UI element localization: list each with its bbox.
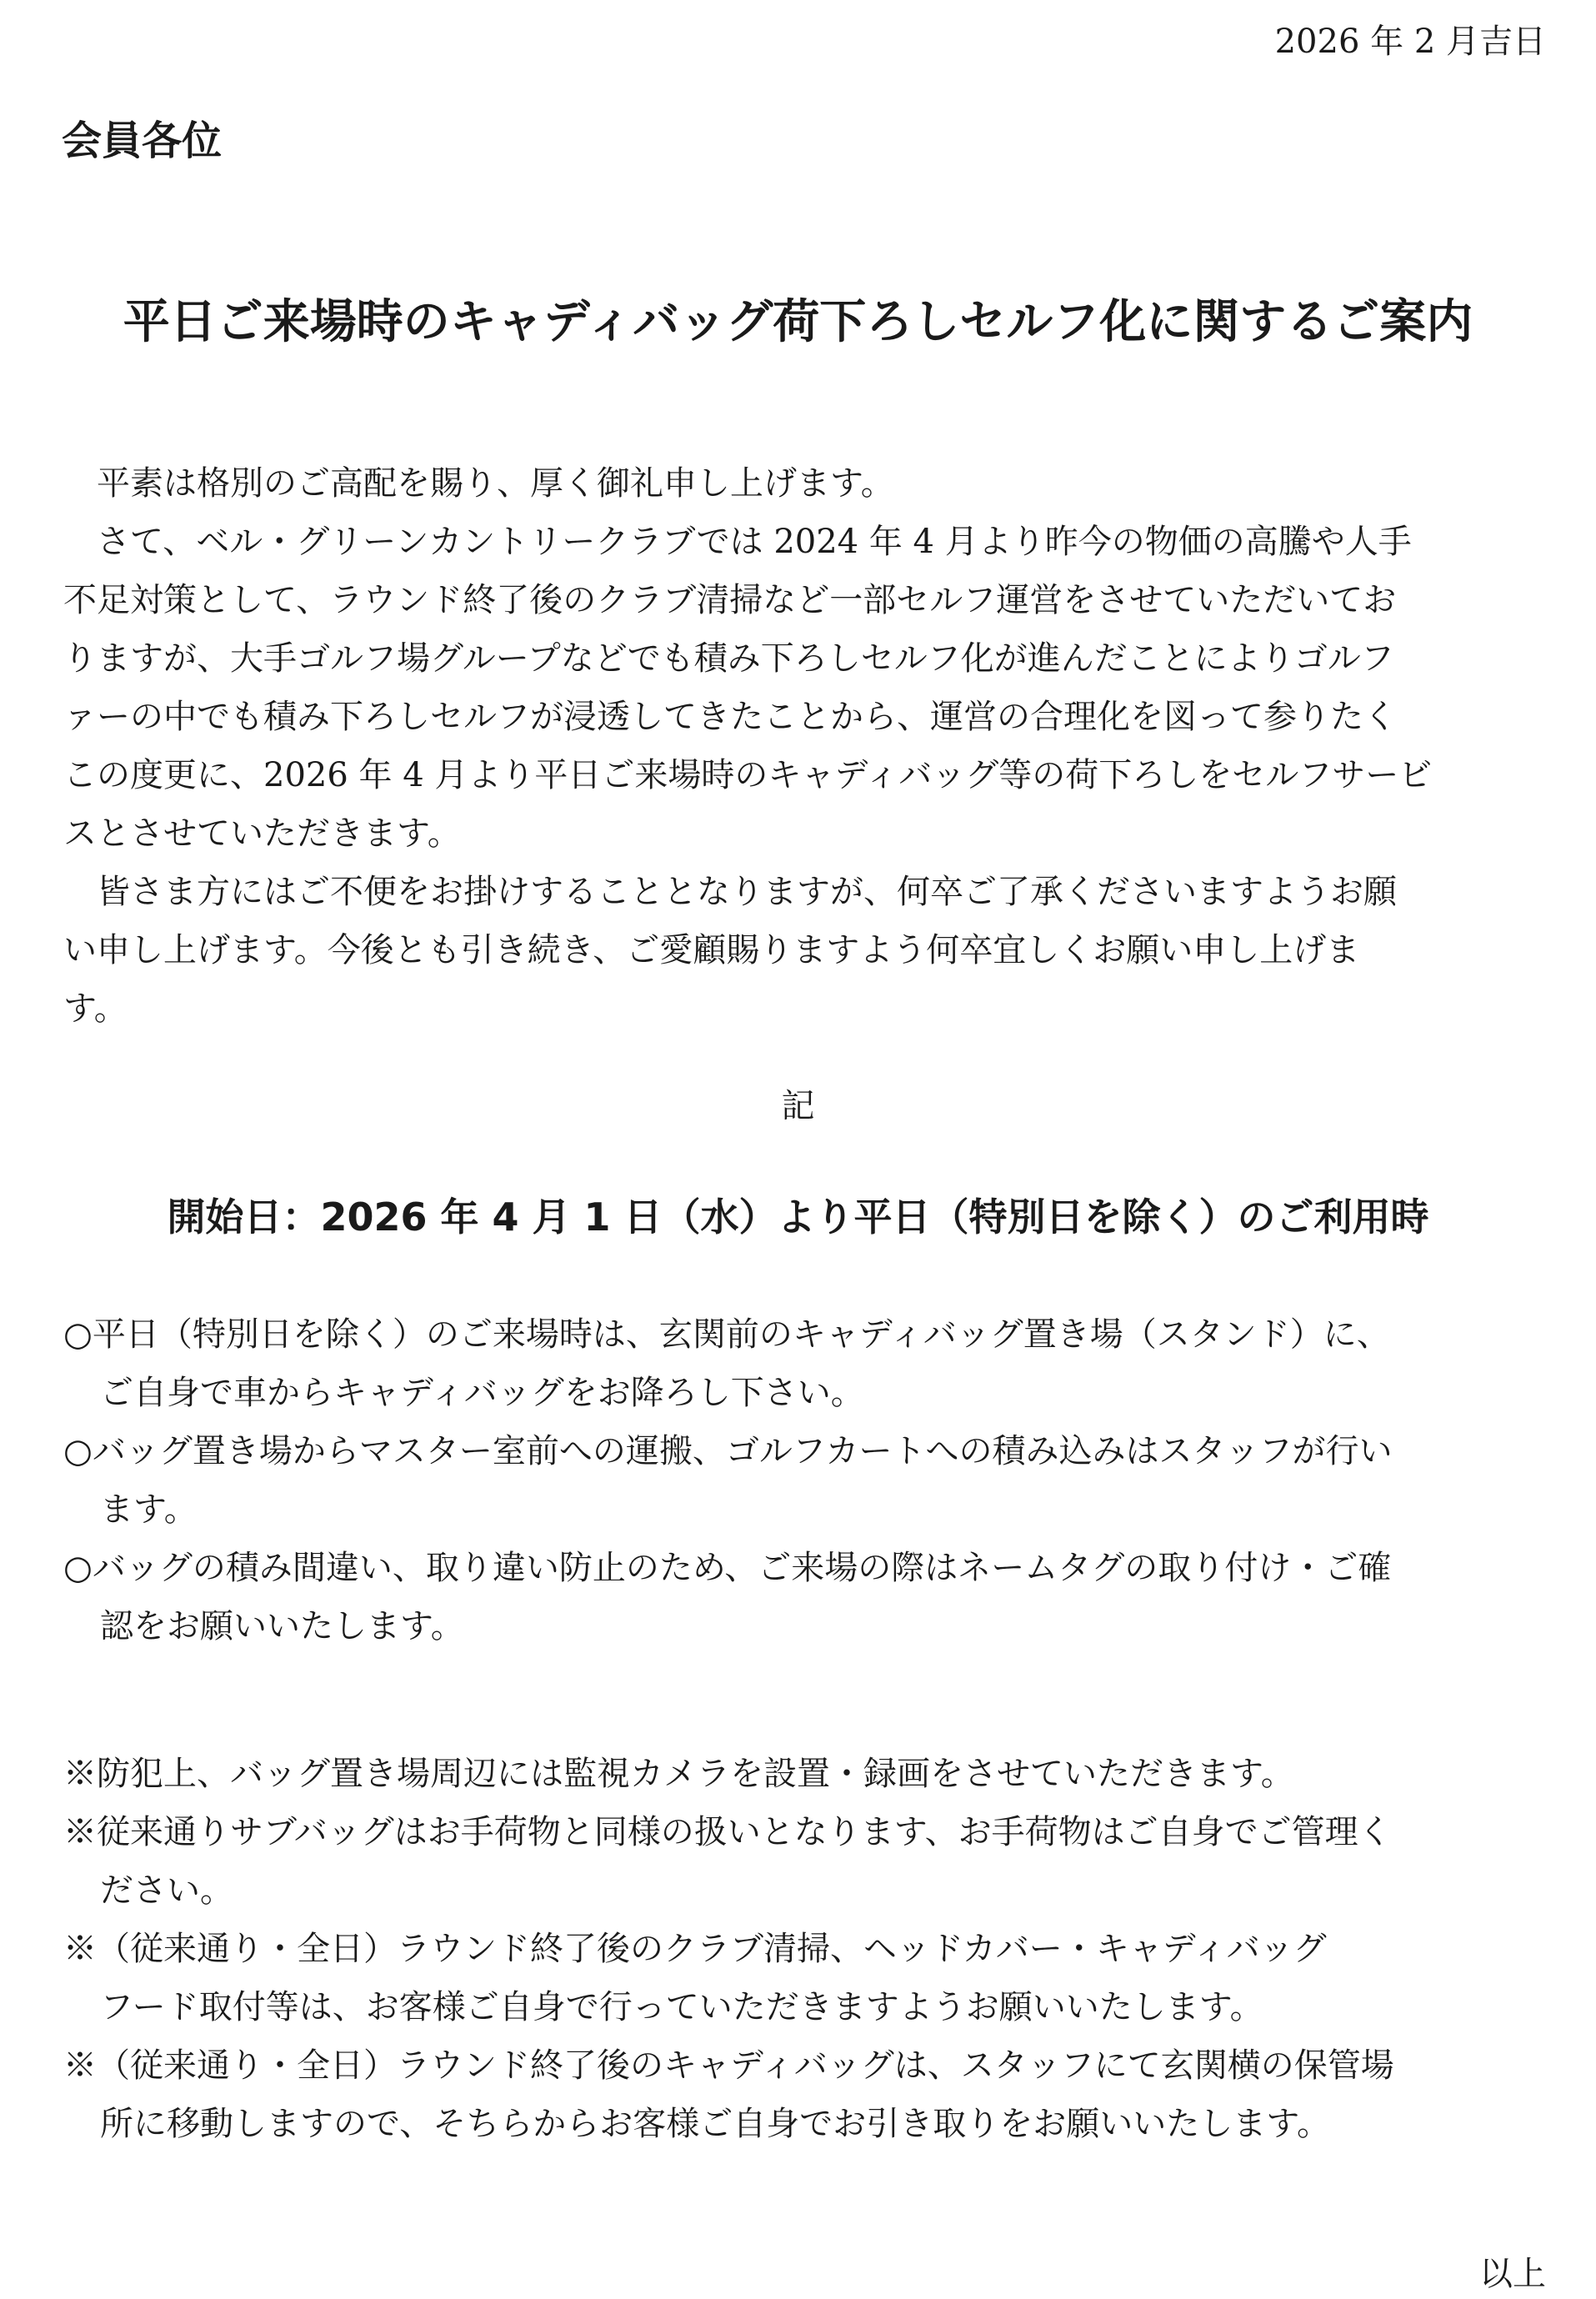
note-text: ※防犯上、バッグ置き場周辺には監視カメラを設置・録画をさせていただきます。 <box>63 1755 1294 1793</box>
body-line: す。 <box>63 989 128 1028</box>
list-item-continuation: ご自身で車からキャディバッグをお降ろし下さい。 <box>100 1374 864 1412</box>
note-continuation: フード取付等は、お客様ご自身で行っていただきますようお願いいたします。 <box>100 1988 1263 2026</box>
document-title: 平日ご来場時のキャディバッグ荷下ろしセルフ化に関するご案内 <box>123 295 1473 349</box>
body-line: この度更に、2026 年 4 月より平日ご来場時のキャディバッグ等の荷下ろしをセルフサービ <box>63 756 1433 794</box>
list-item <box>63 1305 1530 1422</box>
list-item-text: ○平日（特別日を除く）のご来場時は、玄関前のキャディバッグ置き場（スタンド）に、 <box>63 1315 1390 1354</box>
list-item-text: ○バッグの積み間違い、取り違い防止のため、ご来場の際はネームタグの取り付け・ご確 <box>63 1549 1392 1587</box>
note-item <box>63 1920 1530 2036</box>
note-item <box>63 1803 1530 1920</box>
closing-mark: 以上 <box>1479 2255 1546 2293</box>
body-text <box>63 454 1530 1038</box>
note-item <box>63 2036 1530 2153</box>
start-date-heading: 開始日：2026 年 4 月 1 日（水）より平日（特別日を除く）のご利用時 <box>167 1195 1429 1240</box>
issue-date: 2026 年 2 月吉日 <box>1274 23 1546 61</box>
body-line: い申し上げます。今後とも引き続き、ご愛顧賜りますよう何卒宜しくお願い申し上げま <box>63 931 1360 969</box>
body-line: ァーの中でも積み下ろしセルフが浸透してきたことから、運営の合理化を図って参りたく <box>63 698 1397 736</box>
body-line: さて、ベル・グリーンカントリークラブでは 2024 年 4 月より昨今の物価の高騰や人手 <box>63 523 1412 561</box>
note-continuation: ださい。 <box>100 1871 233 1910</box>
list-item-continuation: 認をお願いいたします。 <box>100 1607 464 1645</box>
item-list <box>63 1305 1530 1655</box>
body-line: 不足対策として、ラウンド終了後のクラブ清掃など一部セルフ運営をさせていただいてお <box>63 581 1397 619</box>
note-continuation: 所に移動しますので、そちらからお客様ご自身でお引き取りをお願いいたします。 <box>100 2105 1330 2143</box>
note-text: ※従来通りサブバッグはお手荷物と同様の扱いとなります、お手荷物はご自身でご管理く <box>63 1813 1392 1851</box>
list-item <box>63 1539 1530 1655</box>
ki-heading: 記 <box>781 1087 815 1125</box>
list-item-continuation: ます。 <box>100 1490 198 1529</box>
notes-list <box>63 1745 1530 2153</box>
list-item <box>63 1422 1530 1539</box>
body-line: りますが、大手ゴルフ場グループなどでも積み下ろしセルフ化が進んだことによりゴルフ <box>63 639 1394 678</box>
note-text: ※（従来通り・全日）ラウンド終了後のキャディバッグは、スタッフにて玄関横の保管場 <box>63 2046 1394 2085</box>
recipient: 会員各位 <box>62 118 223 164</box>
body-line: 皆さま方にはご不便をお掛けすることとなりますが、何卒ご了承くださいますようお願 <box>63 873 1397 911</box>
list-item-text: ○バッグ置き場からマスター室前への運搬、ゴルフカートへの積み込みはスタッフが行い <box>63 1432 1393 1470</box>
note-item <box>63 1745 1530 1803</box>
note-text: ※（従来通り・全日）ラウンド終了後のクラブ清掃、ヘッドカバー・キャディバッグ <box>63 1930 1327 1968</box>
body-line: 平素は格別のご高配を賜り、厚く御礼申し上げます。 <box>63 464 894 503</box>
body-line: スとさせていただきます。 <box>63 814 461 853</box>
